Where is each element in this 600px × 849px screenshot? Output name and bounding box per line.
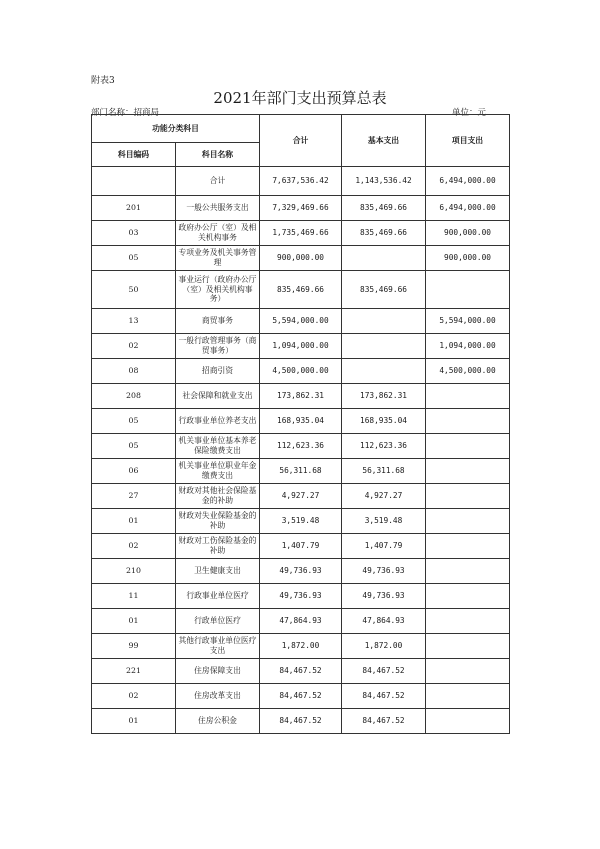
cell-code: 99: [92, 634, 176, 659]
cell-code: 201: [92, 196, 176, 221]
table-row: [92, 709, 510, 734]
cell-project: 900,000.00: [426, 221, 510, 246]
table-row: [92, 684, 510, 709]
table-row: [92, 459, 510, 484]
table-row: [92, 584, 510, 609]
table-row: [92, 221, 510, 246]
cell-total: 900,000.00: [260, 246, 342, 271]
cell-code: 27: [92, 484, 176, 509]
cell-total: 1,407.79: [260, 534, 342, 559]
table-row: [92, 384, 510, 409]
cell-project: [426, 434, 510, 459]
cell-basic: 84,467.52: [342, 709, 426, 734]
cell-project: [426, 409, 510, 434]
cell-code: 06: [92, 459, 176, 484]
table-row: [92, 609, 510, 634]
cell-name: 住房改革支出: [176, 684, 260, 709]
cell-project: [426, 559, 510, 584]
cell-basic: 835,469.66: [342, 221, 426, 246]
cell-name: 政府办公厅（室）及相关机构事务: [176, 221, 260, 246]
cell-code: 221: [92, 659, 176, 684]
cell-basic: 1,872.00: [342, 634, 426, 659]
cell-name: 其他行政事业单位医疗支出: [176, 634, 260, 659]
header-name: 科目名称: [176, 143, 260, 167]
cell-code: [92, 167, 176, 196]
cell-code: 03: [92, 221, 176, 246]
cell-project: [426, 509, 510, 534]
cell-name: 住房保障支出: [176, 659, 260, 684]
cell-basic: 3,519.48: [342, 509, 426, 534]
cell-project: [426, 709, 510, 734]
cell-code: 05: [92, 246, 176, 271]
cell-total: 84,467.52: [260, 684, 342, 709]
cell-total: 3,519.48: [260, 509, 342, 534]
cell-basic: 835,469.66: [342, 196, 426, 221]
table-row: [92, 659, 510, 684]
cell-name: 财政对工伤保险基金的补助: [176, 534, 260, 559]
table-row: [92, 359, 510, 384]
cell-basic: 112,623.36: [342, 434, 426, 459]
cell-total: 84,467.52: [260, 659, 342, 684]
cell-name: 卫生健康支出: [176, 559, 260, 584]
cell-name: 一般行政管理事务（商贸事务）: [176, 334, 260, 359]
cell-basic: 84,467.52: [342, 684, 426, 709]
cell-name: 行政单位医疗: [176, 609, 260, 634]
table-row: [92, 309, 510, 334]
cell-total: 84,467.52: [260, 709, 342, 734]
cell-project: 1,094,000.00: [426, 334, 510, 359]
cell-code: 01: [92, 509, 176, 534]
cell-code: 02: [92, 684, 176, 709]
cell-basic: 49,736.93: [342, 584, 426, 609]
cell-total: 4,927.27: [260, 484, 342, 509]
cell-basic: 1,143,536.42: [342, 167, 426, 196]
cell-total: 49,736.93: [260, 559, 342, 584]
cell-total: 1,094,000.00: [260, 334, 342, 359]
cell-name: 招商引资: [176, 359, 260, 384]
cell-name: 行政事业单位医疗: [176, 584, 260, 609]
page-title: 2021年部门支出预算总表: [213, 89, 387, 107]
cell-project: 6,494,000.00: [426, 167, 510, 196]
cell-basic: 56,311.68: [342, 459, 426, 484]
cell-name: 商贸事务: [176, 309, 260, 334]
cell-name: 财政对失业保险基金的补助: [176, 509, 260, 534]
cell-total: 49,736.93: [260, 584, 342, 609]
table-row: [92, 334, 510, 359]
cell-project: [426, 484, 510, 509]
cell-total: 1,735,469.66: [260, 221, 342, 246]
table-row: [92, 167, 510, 196]
cell-code: 05: [92, 409, 176, 434]
cell-basic: 49,736.93: [342, 559, 426, 584]
cell-code: 208: [92, 384, 176, 409]
cell-name: 一般公共服务支出: [176, 196, 260, 221]
cell-basic: [342, 246, 426, 271]
cell-code: 13: [92, 309, 176, 334]
table-row: [92, 196, 510, 221]
cell-project: 6,494,000.00: [426, 196, 510, 221]
cell-basic: 1,407.79: [342, 534, 426, 559]
table-row: [92, 434, 510, 459]
department-label: 部门名称：招商局: [91, 108, 160, 118]
cell-basic: 4,927.27: [342, 484, 426, 509]
cell-project: [426, 271, 510, 309]
header-func-class: 功能分类科目: [92, 115, 260, 143]
cell-name: 住房公积金: [176, 709, 260, 734]
cell-project: [426, 684, 510, 709]
cell-name: 行政事业单位养老支出: [176, 409, 260, 434]
cell-basic: [342, 334, 426, 359]
cell-total: 7,637,536.42: [260, 167, 342, 196]
cell-name: 合计: [176, 167, 260, 196]
table-row: [92, 634, 510, 659]
table-body: [92, 167, 510, 734]
table-row: [92, 534, 510, 559]
cell-code: 50: [92, 271, 176, 309]
appendix-label: 附表3: [91, 76, 115, 86]
cell-name: 事业运行（政府办公厅（室）及相关机构事务）: [176, 271, 260, 309]
header-code: 科目编码: [92, 143, 176, 167]
cell-total: 5,594,000.00: [260, 309, 342, 334]
cell-basic: 173,862.31: [342, 384, 426, 409]
header-project: 项目支出: [426, 115, 510, 167]
cell-project: [426, 584, 510, 609]
cell-total: 168,935.04: [260, 409, 342, 434]
cell-code: 02: [92, 334, 176, 359]
header-total: 合计: [260, 115, 342, 167]
cell-total: 835,469.66: [260, 271, 342, 309]
cell-basic: 84,467.52: [342, 659, 426, 684]
cell-basic: 47,864.93: [342, 609, 426, 634]
cell-code: 01: [92, 609, 176, 634]
table-row: [92, 271, 510, 309]
cell-total: 4,500,000.00: [260, 359, 342, 384]
budget-table: [91, 114, 510, 734]
cell-total: 7,329,469.66: [260, 196, 342, 221]
cell-total: 173,862.31: [260, 384, 342, 409]
table-row: [92, 484, 510, 509]
cell-project: [426, 384, 510, 409]
cell-project: 5,594,000.00: [426, 309, 510, 334]
cell-name: 专项业务及机关事务管理: [176, 246, 260, 271]
cell-code: 08: [92, 359, 176, 384]
cell-project: [426, 534, 510, 559]
cell-total: 56,311.68: [260, 459, 342, 484]
cell-project: 4,500,000.00: [426, 359, 510, 384]
cell-total: 47,864.93: [260, 609, 342, 634]
cell-basic: 835,469.66: [342, 271, 426, 309]
cell-code: 05: [92, 434, 176, 459]
cell-total: 112,623.36: [260, 434, 342, 459]
cell-total: 1,872.00: [260, 634, 342, 659]
table-row: [92, 509, 510, 534]
cell-name: 社会保障和就业支出: [176, 384, 260, 409]
cell-basic: [342, 359, 426, 384]
cell-name: 机关事业单位基本养老保险缴费支出: [176, 434, 260, 459]
table-row: [92, 246, 510, 271]
cell-basic: 168,935.04: [342, 409, 426, 434]
cell-project: [426, 634, 510, 659]
table-row: [92, 559, 510, 584]
cell-project: 900,000.00: [426, 246, 510, 271]
cell-basic: [342, 309, 426, 334]
cell-project: [426, 459, 510, 484]
cell-project: [426, 659, 510, 684]
unit-label: 单位：元: [452, 108, 487, 118]
cell-code: 11: [92, 584, 176, 609]
header-basic: 基本支出: [342, 115, 426, 167]
cell-code: 02: [92, 534, 176, 559]
table-row: [92, 409, 510, 434]
cell-code: 01: [92, 709, 176, 734]
cell-project: [426, 609, 510, 634]
cell-name: 财政对其他社会保险基金的补助: [176, 484, 260, 509]
cell-code: 210: [92, 559, 176, 584]
cell-name: 机关事业单位职业年金缴费支出: [176, 459, 260, 484]
